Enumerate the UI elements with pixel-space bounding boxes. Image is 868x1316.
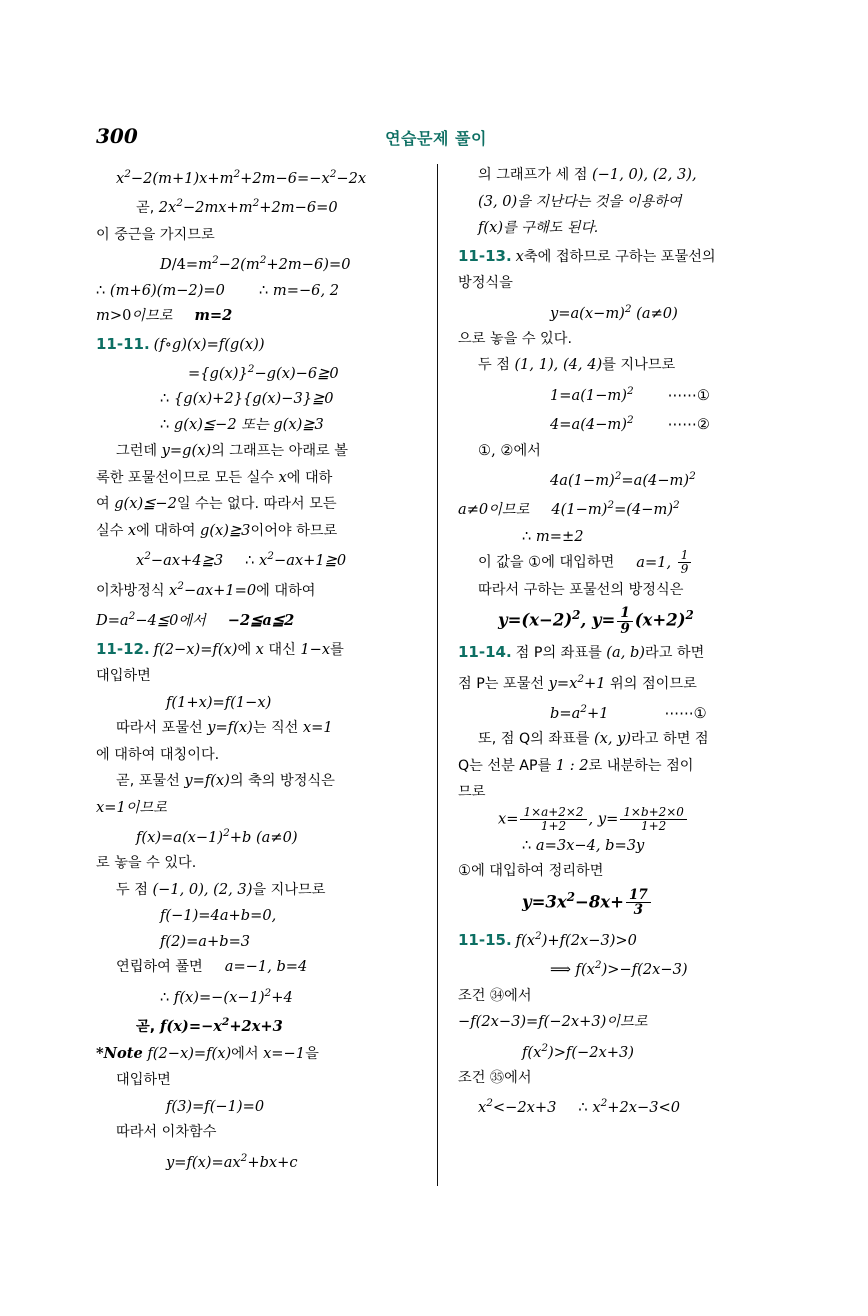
problem-11-14: 11-14. 점 P의 좌표를 (a, b)라고 하면: [458, 643, 705, 662]
math-line: $f(x)=a(x-1)^2+b$ (a≠0): [136, 827, 298, 846]
math-line: $y=a(x-m)^2$ (a≠0): [550, 302, 678, 322]
text-line: 두 점 (1, 1), (4, 4)를 지나므로: [478, 356, 676, 374]
text-line: 점 P는 포물선 $y=x^2+1$ 위의 점이므로: [458, 672, 697, 692]
math-line: (3, 0)을 지난다는 것을 이용하여: [478, 192, 682, 210]
text-line: 그런데 y=g(x)의 그래프는 아래로 볼: [116, 442, 348, 460]
math-line: f(−1)=4a+b=0,: [160, 907, 277, 925]
math-line: −f(2x−3)=f(−2x+3)이므로: [458, 1013, 648, 1031]
math-line: f(1+x)=f(1−x): [166, 693, 272, 711]
math-line: $x^2-2(m+1)x+m^2+2m-6=-x^2-2x$: [116, 168, 367, 187]
text-line: ①, ②에서: [478, 441, 541, 459]
problem-label: 11-15.: [458, 930, 512, 949]
column-divider: [437, 164, 438, 1186]
text-line: 연립하여 풀면 a=−1, b=4: [116, 958, 308, 976]
math-line: $x^2-ax+4≧3$ ∴ $x^2-ax+1≧0$: [136, 550, 347, 570]
note-label: *Note: [96, 1044, 143, 1062]
math-line: $f(x^2)>f(-2x+3)$: [522, 1041, 634, 1061]
math-line: 곧, $f(x)=-x^2+2x+3$: [136, 1016, 283, 1036]
text-line: 의 그래프가 세 점 (−1, 0), (2, 3),: [478, 166, 697, 183]
math-line: x= $\frac{1\times a+2\times 2}{1+2}$ , y= $\frac{1\times b+2\times 0}{1+2}$: [458, 806, 780, 833]
math-line: ∴ a=3x−4, b=3y: [522, 836, 645, 854]
page-number: 300: [96, 124, 138, 148]
note-block: *Note f(2−x)=f(x)에서 x=−1을: [96, 1044, 319, 1062]
math-line: f(x)를 구해도 된다.: [478, 219, 599, 236]
text-line: 여 g(x)≦−2일 수는 없다. 따라서 모든: [96, 495, 337, 513]
math-line: $b=a^2+1$ ⋯⋯①: [550, 703, 707, 722]
text-line: 대입하면: [116, 1072, 171, 1089]
text-line: 므로: [458, 784, 486, 801]
text-line: 으로 놓을 수 있다.: [458, 330, 572, 347]
text-line: ①에 대입하여 정리하면: [458, 862, 604, 880]
math-line: ⟹ $f(x^2)>-f(2x-3)$: [550, 959, 688, 979]
math-line: $1=a(1-m)^2$ ⋯⋯①: [550, 384, 710, 404]
math-line: f(2)=a+b=3: [160, 932, 251, 950]
problem-11-12: 11-12. f(2−x)=f(x)에 x 대신 1−x를: [96, 639, 344, 658]
text-line: 조건 ㉞에서: [458, 987, 532, 1004]
text-line: 두 점 (−1, 0), (2, 3)을 지나므로: [116, 880, 326, 898]
math-line: $y=(x-2)^2$, y= $\frac{1}{9}$ $(x+2)^2$: [498, 604, 694, 637]
math-line: $4a(1-m)^2=a(4-m)^2$: [550, 470, 696, 489]
math-line: $4=a(4-m)^2$ ⋯⋯②: [550, 414, 710, 434]
text-line: 따라서 포물선 y=f(x)는 직선 x=1: [116, 719, 333, 737]
text-line: 조건 ㉟에서: [458, 1069, 532, 1086]
problem-label: 11-11.: [96, 334, 150, 353]
problem-label: 11-12.: [96, 639, 150, 658]
problem-11-15: 11-15. $f(x^2)+f(2x-3)>0$: [458, 929, 637, 949]
math-line: $D/4=m^2-2(m^2+2m-6)=0$: [160, 254, 351, 274]
text-line: 실수 x에 대하여 g(x)≧3이어야 하므로: [96, 521, 338, 539]
math-line: ∴ {g(x)+2}{g(x)−3}≧0: [160, 390, 334, 408]
math-line: a≠0이므로 $4(1-m)^2=(4-m)^2$: [458, 499, 680, 519]
text-line: 따라서 이차함수: [116, 1124, 217, 1141]
text-line: 따라서 구하는 포물선의 방정식은: [478, 581, 684, 598]
problem-11-13: 11-13. x축에 접하므로 구하는 포물선의: [458, 246, 716, 265]
problem-11-11: 11-11. (f∘g)(x)=f(g(x)): [96, 334, 265, 353]
text-line: 이 중근을 가지므로: [96, 226, 215, 243]
text-line: Q는 선분 AP를 1 : 2로 내분하는 점이: [458, 756, 694, 774]
problem-label: 11-13.: [458, 246, 512, 265]
page-header: [96, 124, 776, 150]
math-line: ∴ $f(x)=-(x-1)^2+4$: [160, 986, 293, 1006]
problem-label: 11-14.: [458, 643, 512, 662]
text-line: 이차방정식 $x^2-ax+1=0$에 대하여: [96, 579, 316, 599]
math-line: f(3)=f(−1)=0: [166, 1097, 265, 1115]
text-line: 이 값을 ①에 대입하면 a=1, $\frac{1}{9}$: [458, 549, 780, 576]
math-line: $y=f(x)=ax^2+bx+c$: [166, 1151, 298, 1171]
right-column: [458, 162, 780, 1202]
math-line: ∴ m=±2: [522, 527, 584, 545]
text-line: 록한 포물선이므로 모든 실수 x에 대하: [96, 468, 333, 486]
text-line: 또, 점 Q의 좌표를 (x, y)라고 하면 점: [478, 730, 709, 748]
text-line: 방정식을: [458, 275, 513, 291]
math-line: x=1이므로: [96, 798, 167, 816]
math-line: $=\{g(x)\}^2-g(x)-6≧0$: [188, 363, 339, 382]
math-line: m>0이므로 m=2: [96, 307, 233, 325]
left-column: [96, 162, 418, 1202]
header-title: 연습문제 풀이: [385, 129, 487, 148]
math-line: $x^2<-2x+3$ ∴ $x^2+2x-3<0$: [478, 1097, 681, 1117]
content-columns: [96, 162, 780, 1202]
math-line: 곧, $2x^2-2mx+m^2+2m-6=0$: [136, 197, 338, 217]
math-line: $D=a^2-4≦0$에서 −2≦a≦2: [96, 610, 295, 630]
math-line: $y=3x^2-8x+$ $\frac{17}{3}$: [458, 885, 780, 918]
text-line: 곧, 포물선 y=f(x)의 축의 방정식은: [116, 772, 335, 790]
math-line: ∴ (m+6)(m−2)=0 ∴ m=−6, 2: [96, 281, 340, 299]
text-line: 로 놓을 수 있다.: [96, 855, 197, 872]
math-line: ∴ g(x)≦−2 또는 g(x)≧3: [160, 415, 324, 433]
text-line: 에 대하여 대칭이다.: [96, 746, 220, 763]
text-line: 대입하면: [96, 668, 151, 685]
